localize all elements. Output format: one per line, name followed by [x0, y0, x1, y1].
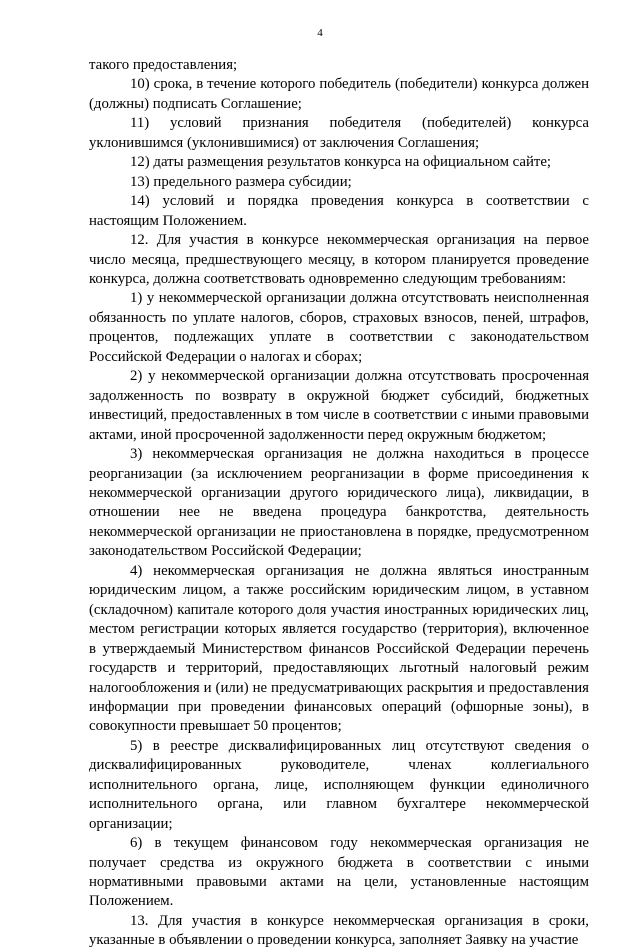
paragraph: 11) условий признания победителя (победителей) конкурса уклонившимся (уклонившимися) от заключения Соглашения; — [89, 115, 589, 151]
paragraph: 4) некоммерческая организация не должна являться иностранным юридическим лицом, а также российским юридическим лицом, в уставном (складочном) капитале которого доля участия иностранных юридических лиц, местом регистрации которых является государство (территория), включенное в утверждаемый Министерством финансов Российской Федерации перечень государств и территорий, предоставляющих льготный налоговый режим налогообложения и (или) не предусматривающих раскрытия и предоставления информации при проведении финансовых операций (офшорные зоны), в совокупности превышает 50 процентов; — [89, 562, 589, 735]
page-number: 4 — [317, 27, 323, 39]
paragraph: 12. Для участия в конкурсе некоммерческая организация на первое число месяца, предшествующего месяцу, в котором планируется проведение конкурса, должна соответствовать одновременно следующим требованиям: — [89, 232, 589, 287]
paragraph: 6) в текущем финансовом году некоммерческая организация не получает средства из окружного бюджета в соответствии с иными нормативными правовыми актами на цели, установленные настоящим Положением. — [89, 835, 589, 910]
paragraph: 2) у некоммерческой организации должна отсутствовать просроченная задолженность по возврату в окружной бюджет субсидий, бюджетных инвестиций, предоставленных в том числе в соответствии с иными правовыми актами, иной просроченной задолженности перед окружным бюджетом; — [89, 368, 589, 443]
paragraph: 13. Для участия в конкурсе некоммерческая организация в сроки, указанные в объявлении о проведении конкурса, заполняет Заявку на участие — [89, 912, 589, 949]
paragraph: 13) предельного размера субсидии; — [130, 173, 352, 190]
paragraph: такого предоставления; — [89, 57, 238, 73]
paragraph: 3) некоммерческая организация не должна находиться в процессе реорганизации (за исключением реорганизации в форме присоединения к некоммерческой организации другого юридического лица), ликвидации, в отношении нее не введена процедура банкротства, деятельность некоммерческой организации не приостановлена в порядке, предусмотренном законодательством Российской Федерации; — [89, 446, 589, 560]
document-body — [89, 56, 589, 951]
paragraph: 1) у некоммерческой организации должна отсутствовать неисполненная обязанность по уплате налогов, сборов, страховых взносов, пеней, штрафов, процентов, подлежащих уплате в соответствии с законодательством Российской Федерации о налогах и сборах; — [89, 290, 589, 365]
paragraph: 14) условий и порядка проведения конкурса в соответствии с настоящим Положением. — [89, 193, 589, 229]
paragraph: 10) срока, в течение которого победитель (победители) конкурса должен (должны) подписать Соглашение; — [89, 76, 589, 112]
paragraph: 12) даты размещения результатов конкурса на официальном сайте; — [130, 154, 552, 171]
paragraph: 5) в реестре дисквалифицированных лиц отсутствуют сведения о дисквалифицированных руководителе, членах коллегиального исполнительного органа, лице, исполняющем функции единоличного исполнительного органа, или главном бухгалтере некоммерческой организации; — [89, 737, 589, 832]
